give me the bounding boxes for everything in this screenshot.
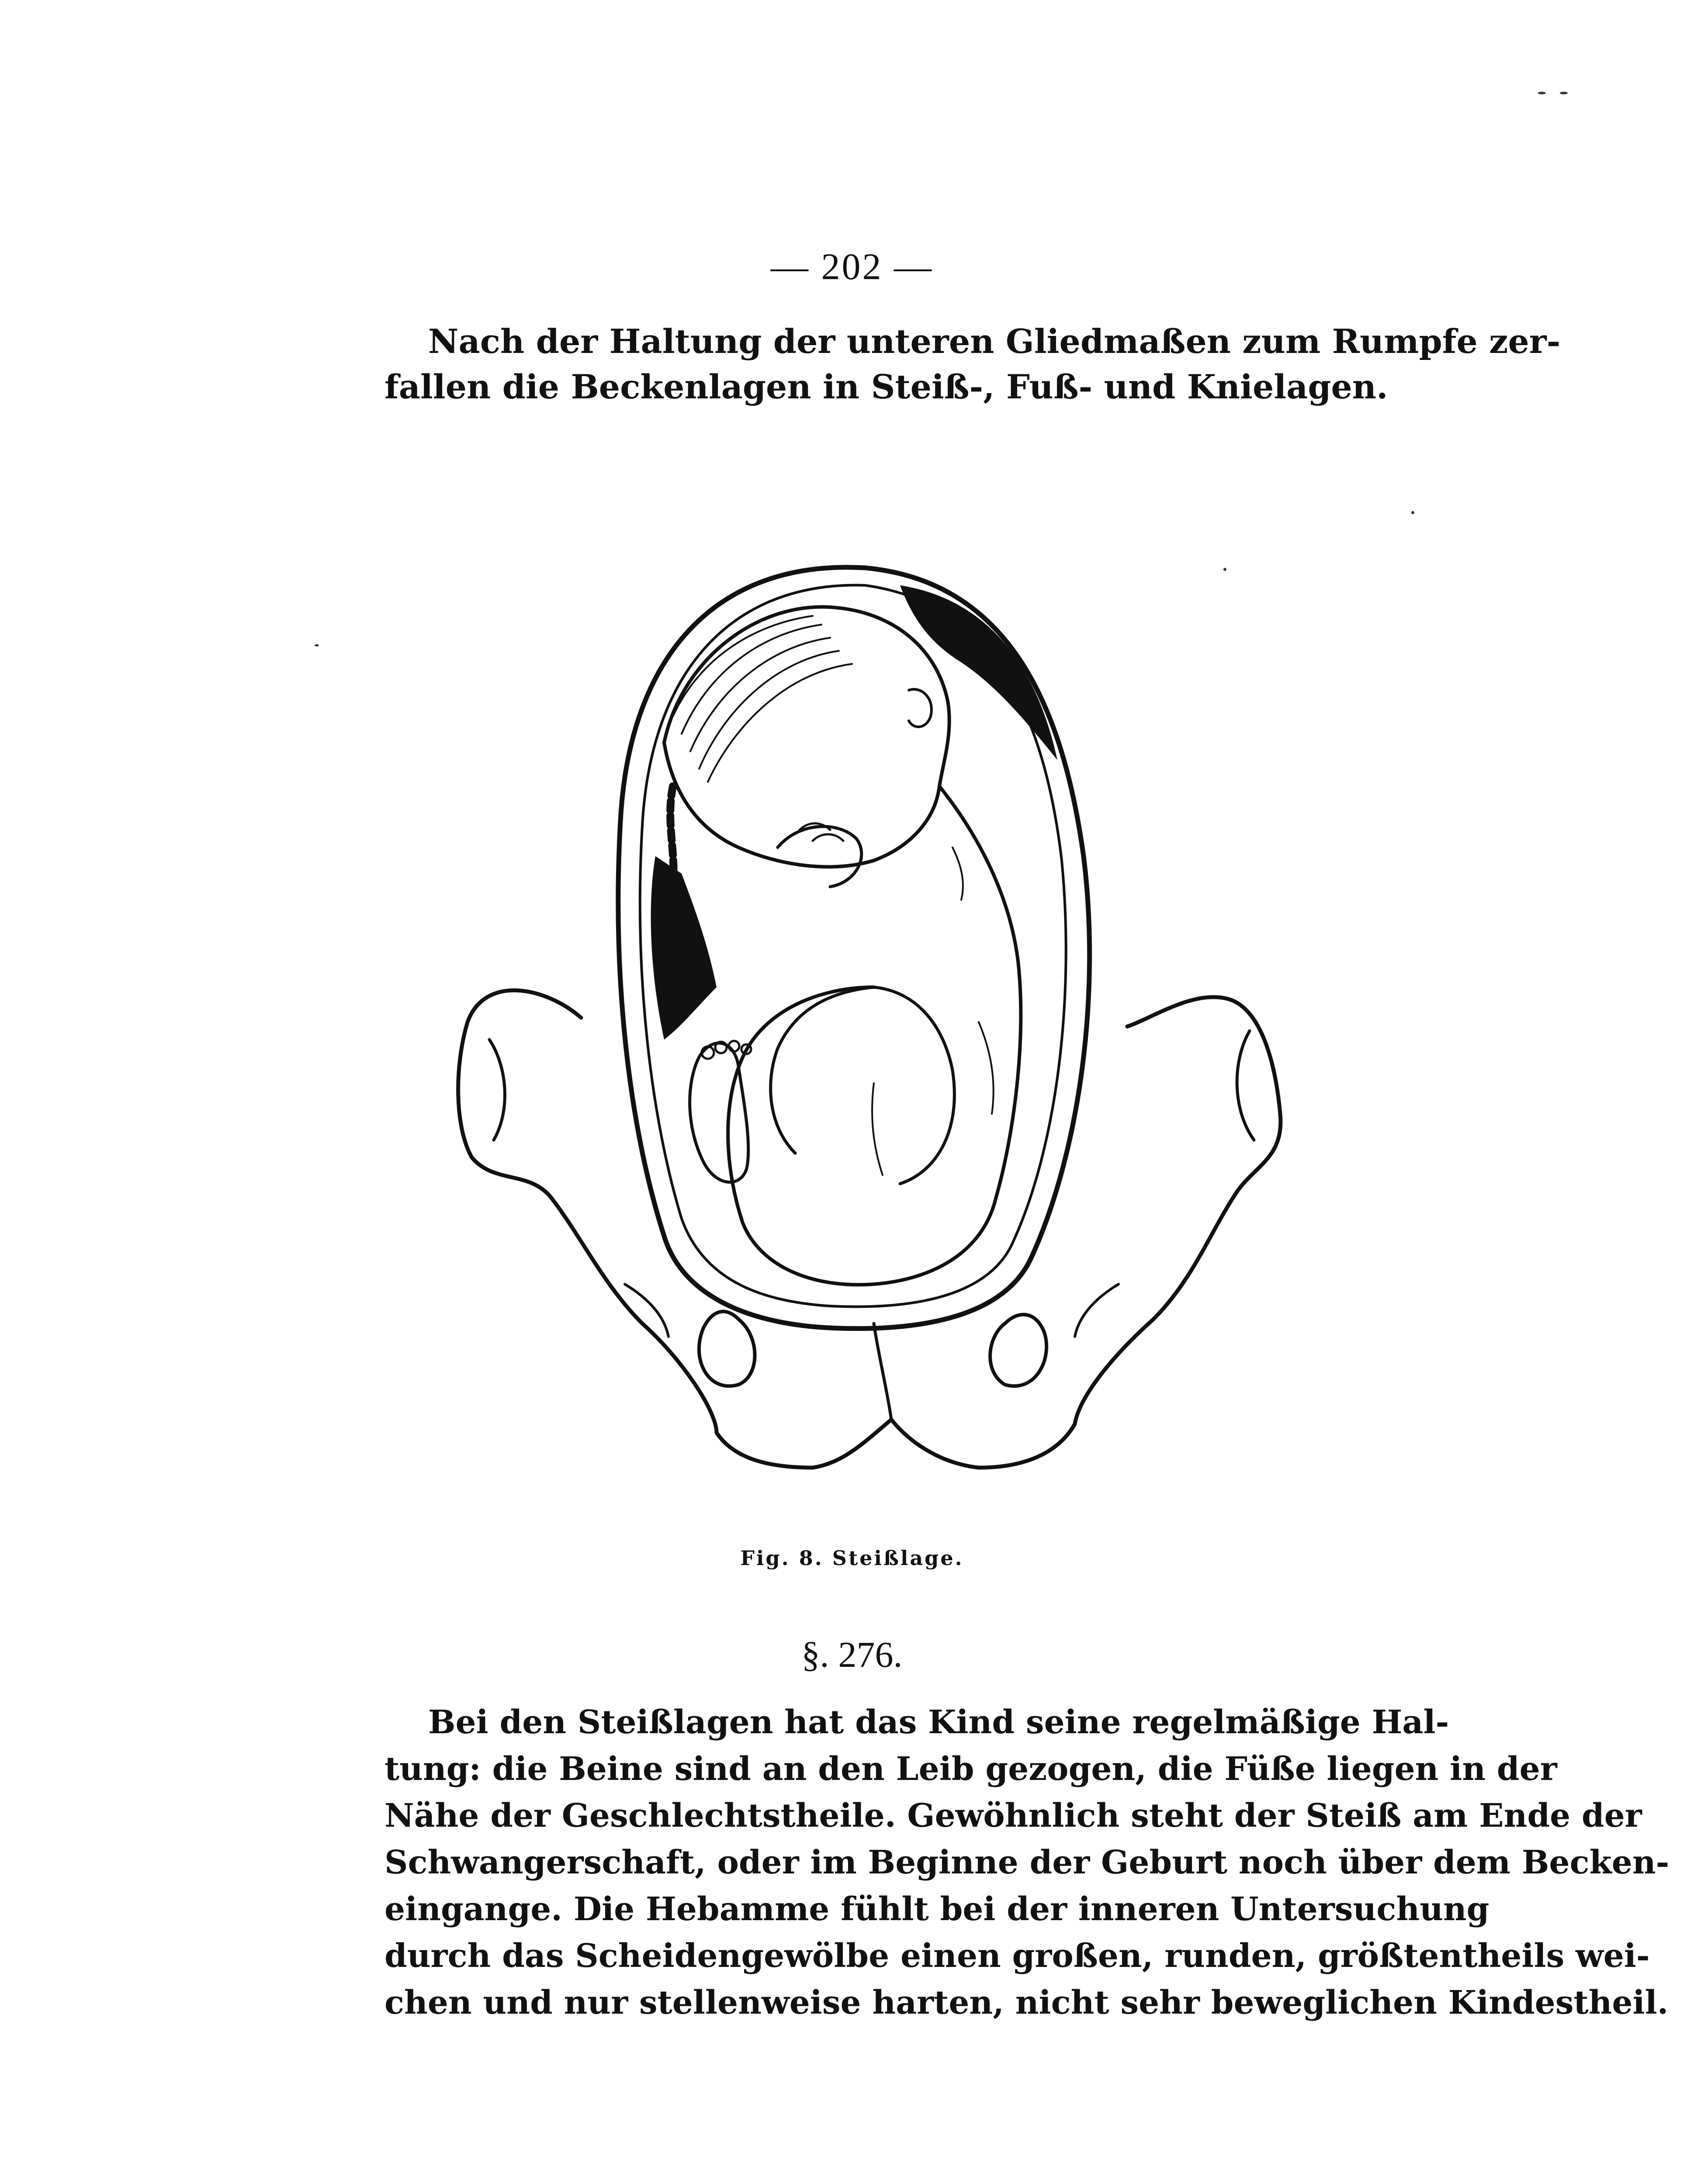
paragraph-line: eingange. Die Hebamme fühlt bei der inneren Untersuchung xyxy=(384,1890,1489,1928)
section-paragraph xyxy=(384,1699,1669,2026)
scan-speck xyxy=(315,644,319,646)
page-number: — 202 — xyxy=(771,245,933,287)
breech-position-illustration xyxy=(437,515,1293,1538)
fetal-foot xyxy=(690,1043,748,1182)
paragraph-line: durch das Scheidengewölbe einen großen, runden, größtentheils wei- xyxy=(384,1937,1650,1975)
scan-speck xyxy=(1411,511,1414,514)
paragraph-line: tung: die Beine sind an den Leib gezogen, die Füße liegen in der xyxy=(384,1750,1557,1788)
intro-line: fallen die Beckenlagen in Steiß-, Fuß- und Knielagen. xyxy=(384,367,1388,406)
intro-paragraph xyxy=(384,319,1561,410)
pelvis-outline xyxy=(458,990,1281,1468)
scan-speck xyxy=(1223,568,1226,571)
scan-speck xyxy=(1538,92,1546,94)
paragraph-line: Schwangerschaft, oder im Beginne der Geburt noch über dem Becken- xyxy=(384,1844,1669,1881)
scan-speck xyxy=(1560,92,1568,94)
paragraph-line: chen und nur stellenweise harten, nicht sehr beweglichen Kindestheil. xyxy=(384,1984,1669,2022)
paragraph-line: Nähe der Geschlechtstheile. Gewöhnlich steht der Steiß am Ende der xyxy=(384,1797,1642,1835)
intro-line: Nach der Haltung der unteren Gliedmaßen zum Rumpfe zer- xyxy=(428,322,1561,361)
paragraph-line: Bei den Steißlagen hat das Kind seine regelmäßige Hal- xyxy=(428,1704,1449,1741)
section-heading: §. 276. xyxy=(801,1635,903,1675)
figure-caption: Fig. 8. Steißlage. xyxy=(740,1546,964,1570)
